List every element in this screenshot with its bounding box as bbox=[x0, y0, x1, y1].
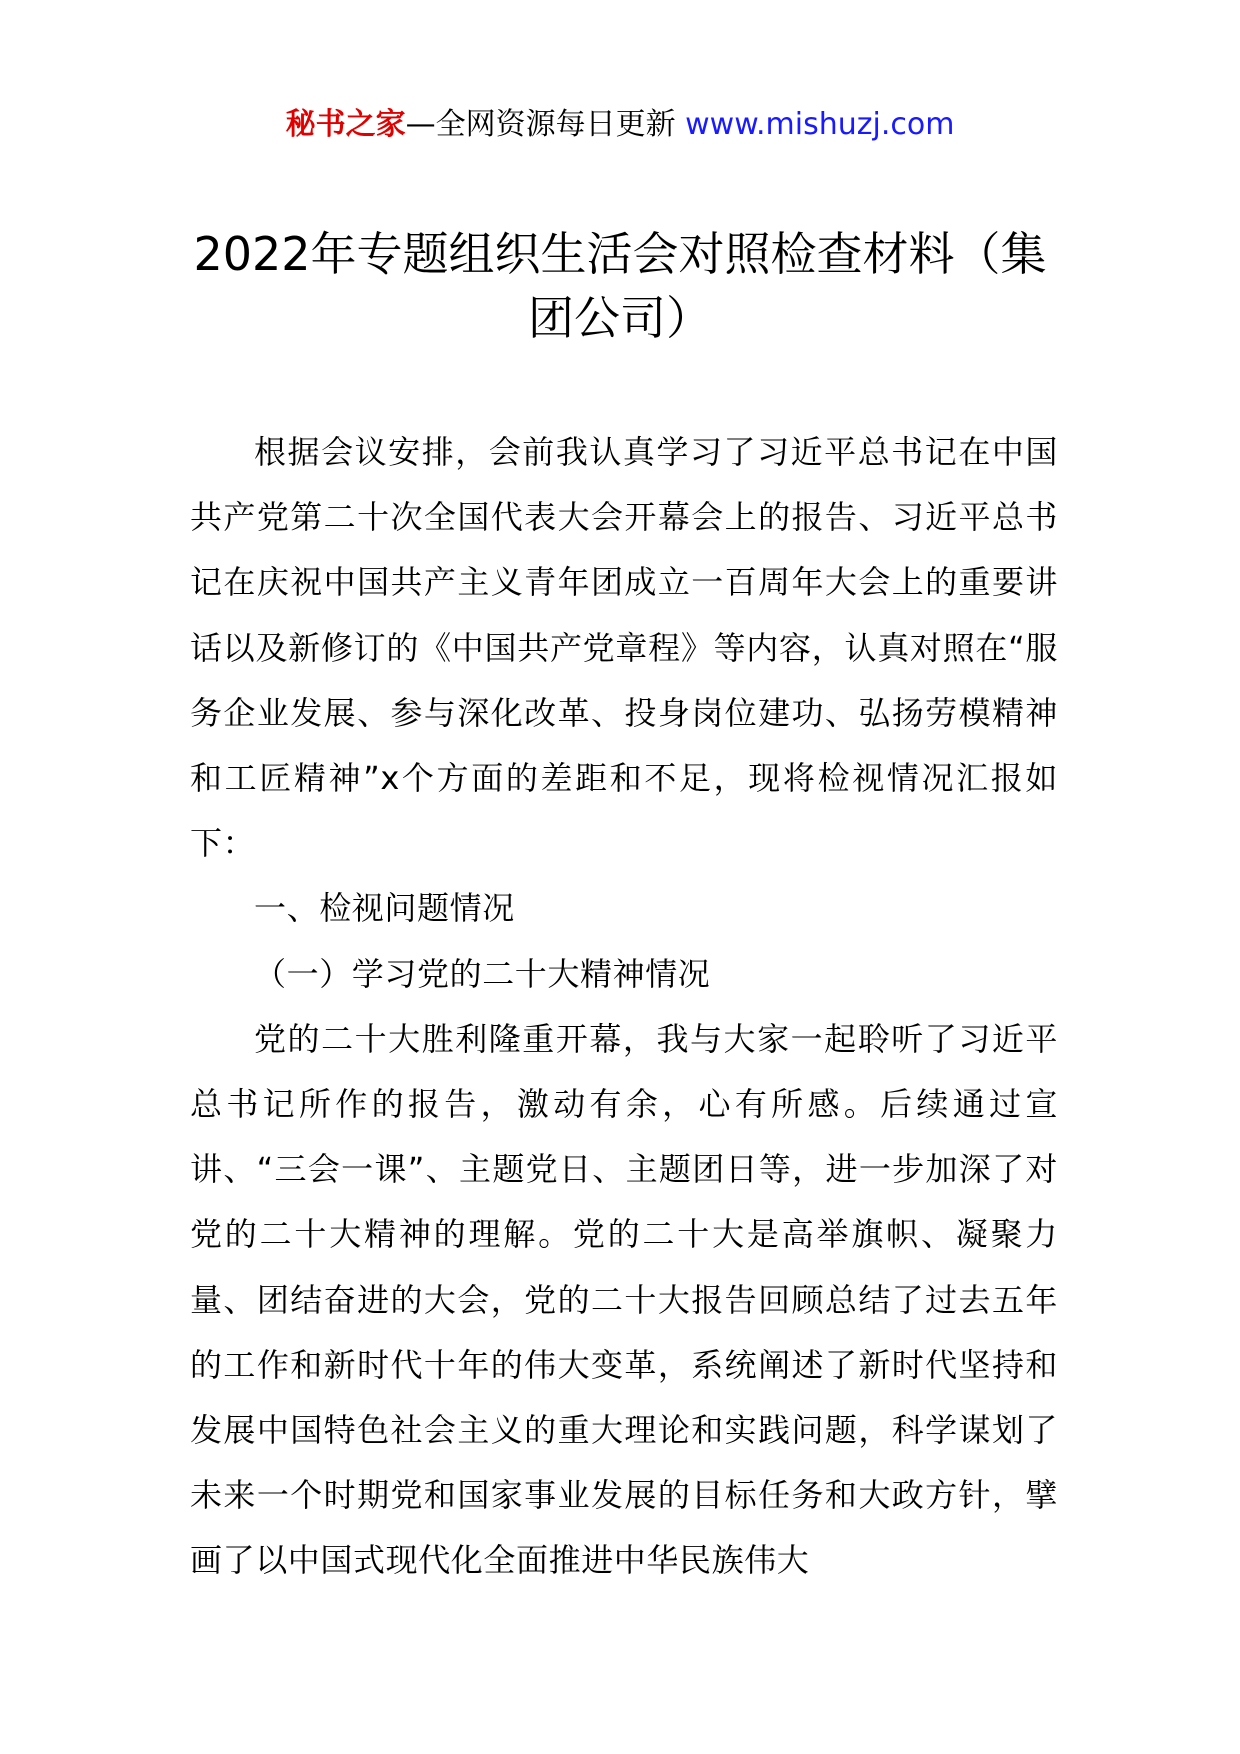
paragraph-intro: 根据会议安排，会前我认真学习了习近平总书记在中国共产党第二十次全国代表大会开幕会上的报告、习近平总书记在庆祝中国共产主义青年团成立一百周年大会上的重要讲话以及新修订的《中国共产党章程》等内容，认真对照在“服务企业发展、参与深化改革、投身岗位建功、弘扬劳模精神和工匠精神”x个方面的差距和不足，现将检视情况汇报如下： bbox=[190, 433, 1058, 863]
header-tagline: —全网资源每日更新 bbox=[405, 107, 686, 142]
document-title: 2022年专题组织生活会对照检查材料（集团公司） bbox=[193, 227, 1047, 345]
document-body bbox=[190, 420, 1058, 1594]
site-header bbox=[0, 100, 1240, 150]
section-heading: 一、检视问题情况 bbox=[254, 889, 515, 928]
site-url-link[interactable]: www.mishuzj.com bbox=[685, 107, 955, 142]
brand-name: 秘书之家 bbox=[285, 107, 406, 142]
paragraph-study: 党的二十大胜利隆重开幕，我与大家一起聆听了习近平总书记所作的报告，激动有余，心有所感。后续通过宣讲、“三会一课”、主题党日、主题团日等，进一步加深了对党的二十大精神的理解。党的二十大是高举旗帜、凝聚力量、团结奋进的大会，党的二十大报告回顾总结了过去五年的工作和新时代十年的伟大变革，系统阐述了新时代坚持和发展中国特色社会主义的重大理论和实践问题，科学谋划了未来一个时期党和国家事业发展的目标任务和大政方针，擘画了以中国式现代化全面推进中华民族伟大 bbox=[190, 1019, 1058, 1580]
subsection-heading: （一）学习党的二十大精神情况 bbox=[254, 954, 711, 993]
